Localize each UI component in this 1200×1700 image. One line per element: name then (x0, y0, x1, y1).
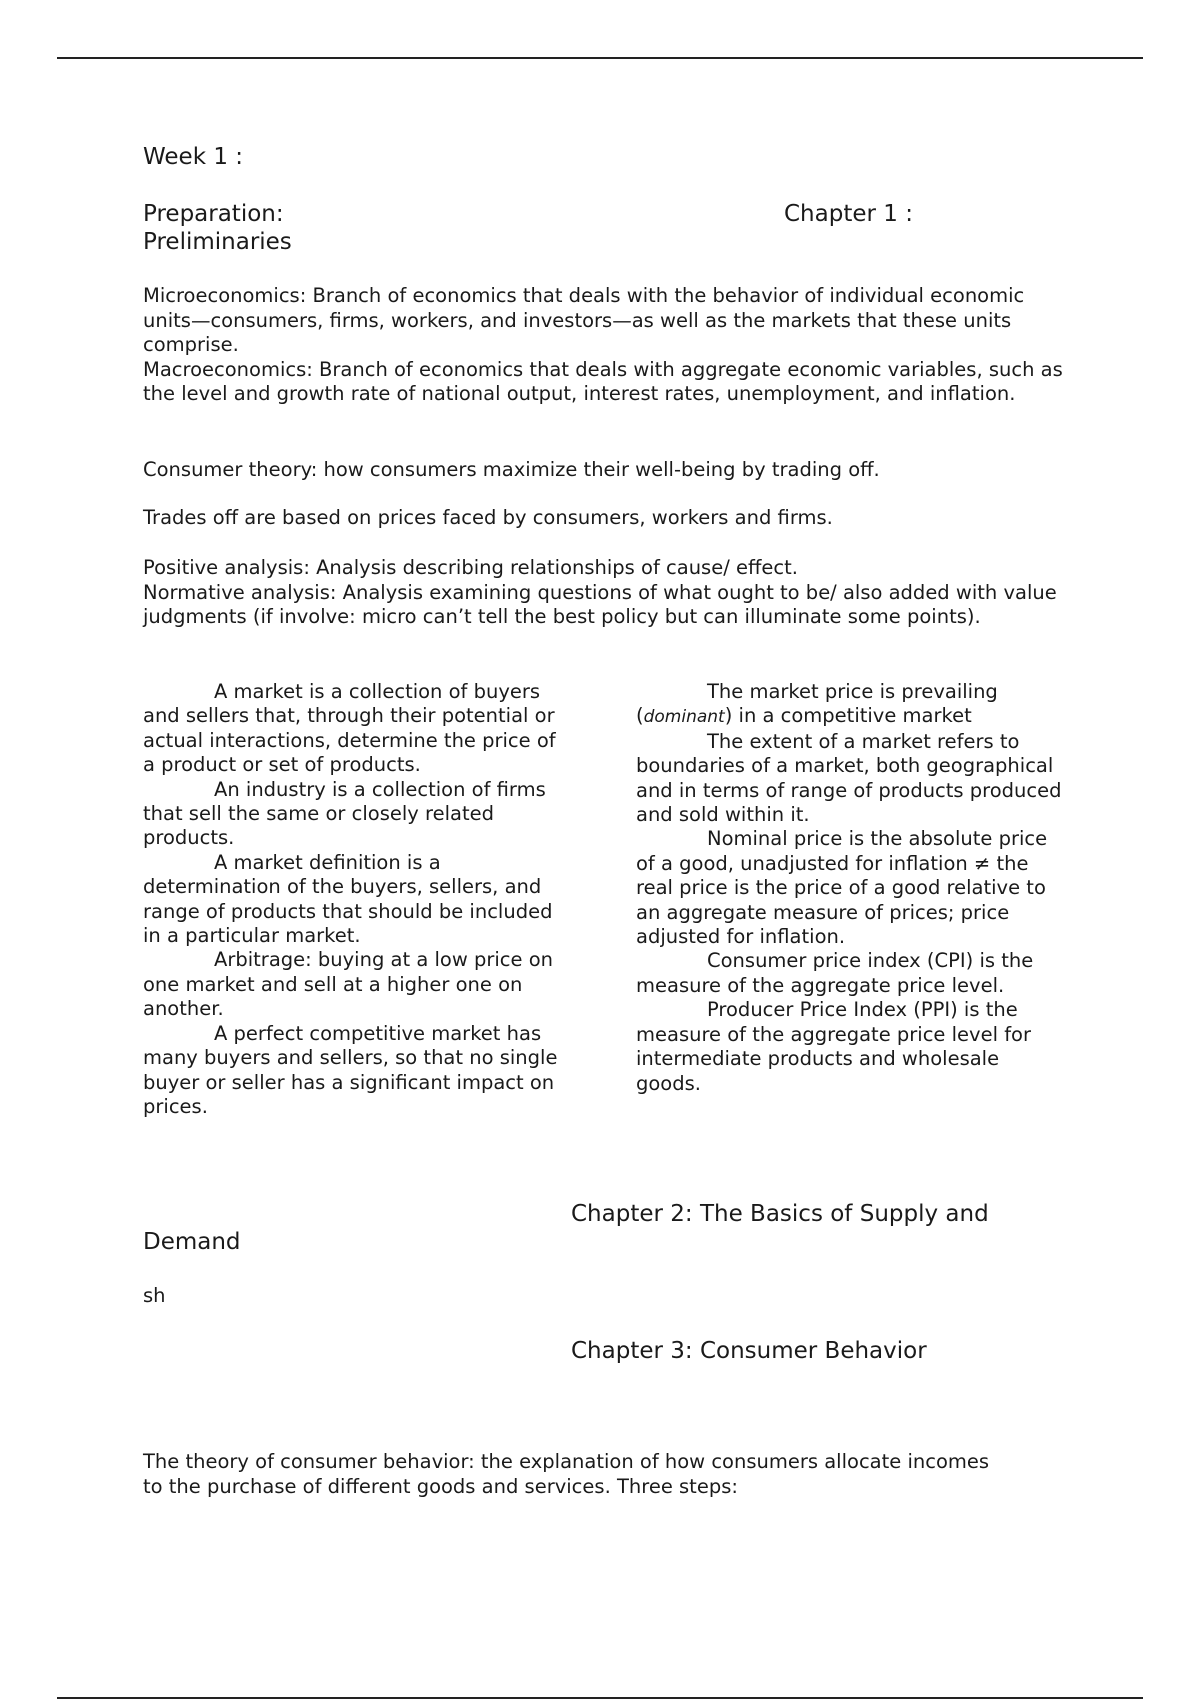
normative-analysis-definition: Normative analysis: Analysis examining questions of what ought to be/ also added with value judgments (if involve: micro can’t tell the best policy but can illuminate some points). (143, 580, 1057, 628)
chapter-2-heading-line-1: Chapter 2: The Basics of Supply and (571, 1201, 989, 1227)
chapter-1-heading: Chapter 1 : (784, 201, 913, 227)
market-price-text (636, 680, 1068, 730)
definitions-block (143, 284, 1073, 407)
industry-definition-text: An industry is a collection of firms that sell the same or closely related products. (143, 777, 546, 850)
market-definition-text: A market is a collection of buyers and sellers that, through their potential or actual interactions, determine the price of a product or set of products. (143, 680, 556, 777)
chapter-3-heading: Chapter 3: Consumer Behavior (571, 1338, 927, 1364)
chapter-2-heading-line-2: Demand (143, 1229, 241, 1255)
ppi-definition-text: Producer Price Index (PPI) is the measure of the aggregate price level for intermediate products and wholesale goods. (636, 998, 1032, 1095)
market-definition-determination-text: A market definition is a determination of the buyers, sellers, and range of products that should be included in a particular market. (143, 850, 553, 948)
bottom-rule (57, 1697, 1143, 1699)
left-column (143, 680, 563, 1119)
preparation-label: Preparation: (143, 201, 284, 227)
top-rule (57, 57, 1143, 59)
trades-off-text: Trades off are based on prices faced by consumers, workers and firms. (143, 506, 833, 529)
preliminaries-label: Preliminaries (143, 229, 292, 255)
nominal-price-text: Nominal price is the absolute price of a good, unadjusted for inflation ≠ the real price is the price of a good relative to an aggregate measure of prices; price adjusted for inflation. (636, 827, 1048, 949)
positive-analysis-definition: Positive analysis: Analysis describing relationships of cause/ effect. (143, 556, 798, 579)
consumer-behavior-intro: The theory of consumer behavior: the explanation of how consumers allocate incomes to the purchase of different goods and services. Three steps: (143, 1450, 990, 1498)
right-column (636, 680, 1068, 1096)
dominant-emphasis: dominant (643, 707, 725, 728)
arbitrage-definition-text: Arbitrage: buying at a low price on one market and sell at a higher one on another. (143, 948, 553, 1021)
analysis-block (143, 556, 1063, 630)
market-extent-text: The extent of a market refers to boundaries of a market, both geographical and in terms of range of products produced and sold within it. (636, 729, 1062, 827)
cpi-definition-text: Consumer price index (CPI) is the measure of the aggregate price level. (636, 949, 1034, 997)
chapter-2-note: sh (143, 1284, 166, 1307)
macroeconomics-definition: Macroeconomics: Branch of economics that deals with aggregate economic variables, such as the level and growth rate of national output, interest rates, unemployment, and inflation. (143, 357, 1063, 405)
consumer-theory-text: Consumer theory: how consumers maximize their well-being by trading off. (143, 458, 880, 481)
perfect-competitive-market-text: A perfect competitive market has many buyers and sellers, so that no single buyer or seller has a significant impact on prices. (143, 1021, 558, 1118)
microeconomics-definition: Microeconomics: Branch of economics that deals with the behavior of individual economic units—consumers, firms, workers, and investors—as well as the markets that these units comprise. (143, 284, 1025, 356)
market-price-text-part-1: The market price is prevailing ( (636, 680, 998, 728)
week-heading: Week 1 : (143, 144, 244, 170)
market-price-text-part-2: ) in a competitive market (724, 704, 972, 728)
